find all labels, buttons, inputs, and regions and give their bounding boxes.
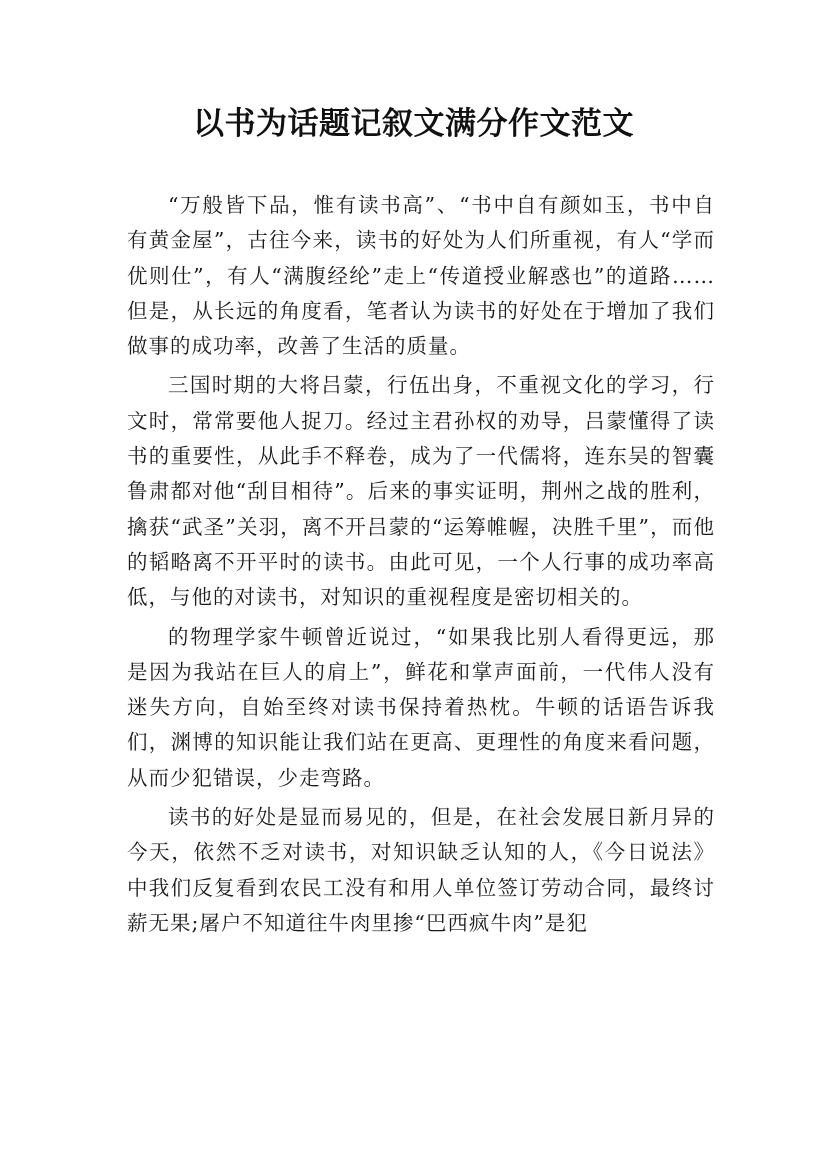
document-body — [127, 188, 715, 941]
paragraph-1: “万般皆下品，惟有读书高”、“书中自有颜如玉，书中自有黄金屋”，古往今来，读书的好处为人们所重视，有人“学而优则仕”，有人“满腹经纶”走上“传道授业解惑也”的道路……但是，从长远的角度看，笔者认为读书的好处在于增加了我们做事的成功率，改善了生活的质量。 — [127, 193, 715, 359]
paragraph-2: 三国时期的大将吕蒙，行伍出身，不重视文化的学习，行文时，常常要他人捉刀。经过主君孙权的劝导，吕蒙懂得了读书的重要性，从此手不释卷，成为了一代儒将，连东吴的智囊鲁肃都对他“刮目相待”。后来的事实证明，荆州之战的胜利，擒获“武圣”关羽，离不开吕蒙的“运筹帷幄，决胜千里”，而他的韬略离不开平时的读书。由此可见，一个人行事的成功率高低，与他的对读书，对知识的重视程度是密切相关的。 — [127, 373, 715, 610]
paragraph-3: 的物理学家牛顿曾近说过，“如果我比别人看得更远，那是因为我站在巨人的肩上”，鲜花和掌声面前，一代伟人没有迷失方向，自始至终对读书保持着热枕。牛顿的话语告诉我们，渊博的知识能让我们站在更高、更理性的角度来看问题，从而少犯错误，少走弯路。 — [127, 624, 715, 790]
paragraph-4: 读书的好处是显而易见的，但是，在社会发展日新月异的今天，依然不乏对读书，对知识缺乏认知的人，《今日说法》中我们反复看到农民工没有和用人单位签订劳动合同，最终讨薪无果;屠户不知道往牛肉里掺“巴西疯牛肉”是犯 — [127, 805, 715, 935]
document-title: 以书为话题记叙文满分作文范文 — [193, 106, 634, 142]
